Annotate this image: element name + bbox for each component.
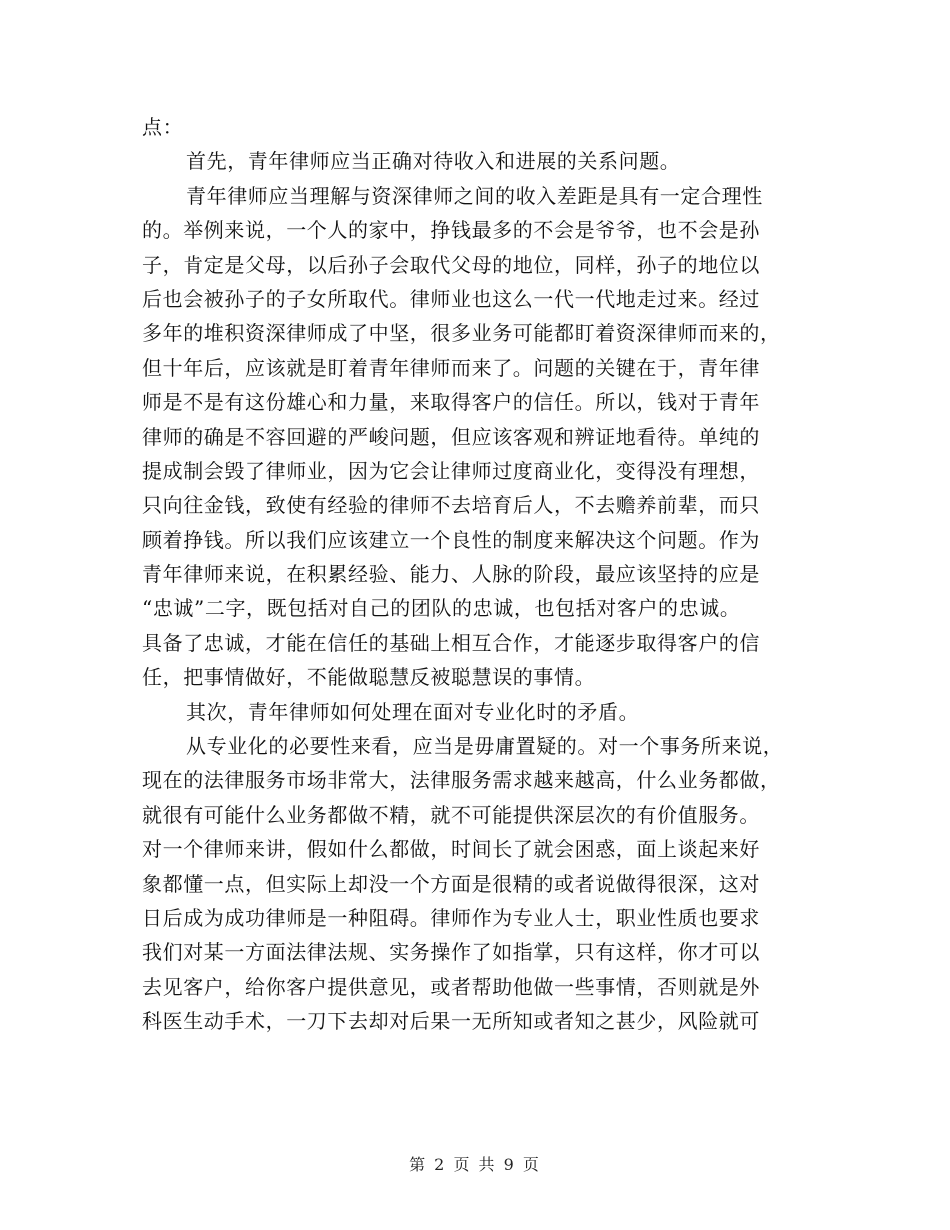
text-line: 后也会被孙子的子女所取代。律师业也这么一代一代地走过来。经过	[142, 286, 760, 311]
text-line: 象都懂一点，但实际上却没一个方面是很精的或者说做得很深，这对	[142, 871, 760, 896]
text-line: 的。举例来说，一个人的家中，挣钱最多的不会是爷爷，也不会是孙	[142, 218, 760, 243]
text-line: 青年律师来说，在积累经验、能力、人脉的阶段，最应该坚持的应是	[142, 562, 760, 587]
paragraph-start-line: 青年律师应当理解与资深律师之间的收入差距是具有一定合理性	[186, 183, 763, 208]
paragraph-start-line: 首先，青年律师应当正确对待收入和进展的关系问题。	[186, 149, 681, 174]
text-line: 师是不是有这份雄心和力量，来取得客户的信任。所以，钱对于青年	[142, 390, 760, 415]
text-line: 点：	[142, 115, 184, 139]
text-line: 多年的堆积资深律师成了中坚，很多业务可能都盯着资深律师而来的，	[142, 321, 781, 346]
paragraph-start-line: 其次，青年律师如何处理在面对专业化时的矛盾。	[186, 699, 640, 724]
text-line: 日后成为成功律师是一种阻碍。律师作为专业人士，职业性质也要求	[142, 905, 760, 930]
text-line: 就很有可能什么业务都做不精，就不可能提供深层次的有价值服务。	[142, 802, 760, 827]
page-number-footer: 第 2 页 共 9 页	[409, 1155, 541, 1174]
paragraph-start-line: 从专业化的必要性来看，应当是毋庸置疑的。对一个事务所来说，	[186, 734, 784, 759]
text-line: 任，把事情做好，不能做聪慧反被聪慧误的事情。	[142, 665, 596, 690]
text-line: 只向往金钱，致使有经验的律师不去培育后人，不去赡养前辈，而只	[142, 493, 760, 518]
text-line: 具备了忠诚，才能在信任的基础上相互合作，才能逐步取得客户的信	[142, 630, 760, 655]
text-line: 对一个律师来讲，假如什么都做，时间长了就会困惑，面上谈起来好	[142, 837, 760, 862]
text-line: “忠诚”二字，既包括对自己的团队的忠诚，也包括对客户的忠诚。	[142, 596, 741, 621]
text-line: 子，肯定是父母，以后孙子会取代父母的地位，同样，孙子的地位以	[142, 252, 760, 277]
document-body	[142, 110, 812, 1039]
text-line: 我们对某一方面法律法规、实务操作了如指掌，只有这样，你才可以	[142, 940, 760, 965]
text-line: 顾着挣钱。所以我们应该建立一个良性的制度来解决这个问题。作为	[142, 527, 760, 552]
text-line: 提成制会毁了律师业，因为它会让律师过度商业化，变得没有理想，	[142, 458, 760, 483]
text-line: 去见客户，给你客户提供意见，或者帮助他做一些事情，否则就是外	[142, 974, 760, 999]
text-line: 现在的法律服务市场非常大，法律服务需求越来越高，什么业务都做，	[142, 768, 781, 793]
text-line: 律师的确是不容回避的严峻问题，但应该客观和辨证地看待。单纯的	[142, 424, 760, 449]
text-line: 科医生动手术，一刀下去却对后果一无所知或者知之甚少，风险就可	[142, 1009, 760, 1034]
text-line: 但十年后，应该就是盯着青年律师而来了。问题的关键在于，青年律	[142, 355, 760, 380]
